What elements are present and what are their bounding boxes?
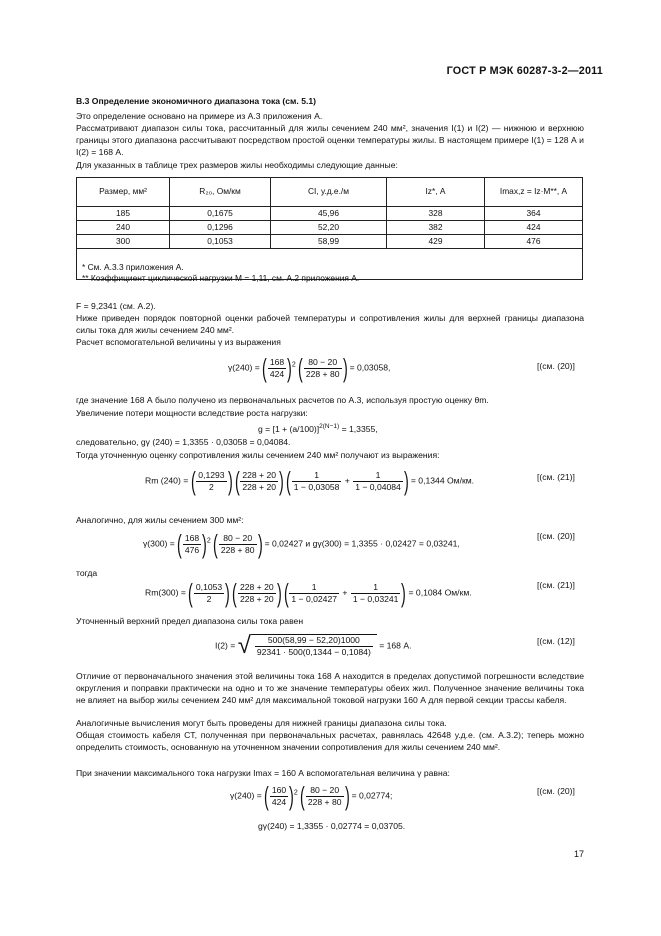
equation-gamma-240: γ(240) = ( $\frac{168}{424}$ )$^2$ ( $\frac{80 - 20}{228 + 80}$ ) = 0,03058, — [228, 353, 391, 383]
table-row — [77, 221, 583, 235]
paragraph: Рассматривают диапазон силы тока, рассчитанный для жилы сечением 240 мм², значения I(1) и I(2) — нижнюю и верхнюю границы этого диапазона рассчитывают посредством простой оценки температуры жилы. В настоящем примере I(1) = 128 А и I(2) = 168 А. — [76, 123, 584, 157]
paragraph: следовательно, gγ (240) = 1,3355 · 0,03058 = 0,04084. — [76, 437, 291, 447]
equation-i2: I(2) = √ $\frac{500(58,99 - 52,20)1000}{92341 \cdot 500(0,1344 - 0,1084)}$ = 168 А. — [215, 632, 412, 659]
paragraph: Это определение основано на примере из А.3 приложения А. — [76, 111, 323, 121]
equation-ref: [(см. (21)] — [537, 580, 575, 590]
paragraph: где значение 168 А было получено из первоначальных расчетов по А.3, используя простую оценку θm. — [76, 395, 489, 405]
table-header: Размер, мм² — [77, 178, 170, 207]
table-note: * См. А.3.3 приложения А. — [82, 262, 184, 272]
equation-g-gamma: gγ(240) = 1,3355 · 0,02774 = 0,03705. — [258, 821, 406, 831]
table-cell: 240 — [77, 221, 170, 235]
equation-rm-240: Rm (240) = ( $\frac{0,1293}{2}$ ) ( $\frac{228 + 20}{228 + 20}$ ) ( $\frac{1}{1 - 0,03058}$ + $\frac{1}{1 - 0,04084}$ ) = 0,1344 Ом/км. — [145, 466, 475, 496]
table-cell: 328 — [387, 207, 485, 221]
document-header: ГОСТ Р МЭК 60287-3-2—2011 — [446, 65, 603, 77]
paragraph: Аналогично, для жилы сечением 300 мм²: — [76, 515, 244, 525]
table-cell: 364 — [485, 207, 583, 221]
table-cell: 58,99 — [271, 235, 387, 249]
paragraph: При значении максимального тока нагрузки Imax = 160 А вспомогательная величина γ равна: — [76, 768, 450, 778]
paragraph: Уточненный верхний предел диапазона силы тока равен — [76, 616, 304, 626]
page-number: 17 — [574, 849, 585, 859]
equation-gamma-300: γ(300) = ( $\frac{168}{476}$ )$^2$ ( $\frac{80 - 20}{228 + 80}$ ) = 0,02427 и gγ(300) = 1,3355 · 0,02427 = 0,03241, — [143, 529, 460, 559]
table-cell: 0,1053 — [170, 235, 271, 249]
paragraph: Увеличение потери мощности вследствие роста нагрузки: — [76, 408, 308, 418]
paragraph: тогда — [76, 568, 98, 578]
table-note: ** Коэффициент циклической нагрузки M = 1,11, см. А.2 приложения А. — [82, 273, 360, 283]
paragraph: F = 9,2341 (см. А.2). — [76, 301, 156, 311]
equation-gamma-240-max: γ(240) = ( $\frac{160}{424}$ )$^2$ ( $\frac{80 - 20}{228 + 80}$ ) = 0,02774; — [230, 781, 393, 811]
table-cell: 185 — [77, 207, 170, 221]
paragraph: Тогда уточненную оценку сопротивления жилы сечением 240 мм² получают из выражения: — [76, 450, 440, 460]
table-cell: 429 — [387, 235, 485, 249]
paragraph: Общая стоимость кабеля CT, полученная при первоначальных расчетах, равнялась 42648 у.д.е. (см. А.3.2); теперь можно определить стоимость, основанную на уточненном значении сопротивления для жилы сечением 240 мм². — [76, 730, 584, 752]
table-cell: 45,96 — [271, 207, 387, 221]
equation-ref: [(см. (20)] — [537, 531, 575, 541]
table-header: R₂₀, Ом/км — [170, 178, 271, 207]
equation-ref: [(см. (21)] — [537, 472, 575, 482]
paragraph: Для указанных в таблице трех размеров жилы необходимы следующие данные: — [76, 160, 398, 170]
table-header: Imax,z = Iz·M**, А — [485, 178, 583, 207]
paragraph: Ниже приведен порядок повторной оценки рабочей температуры и сопротивления жилы для верхней границы диапазона силы тока для жилы сечением 240 мм². — [76, 313, 584, 335]
table-cell: 0,1296 — [170, 221, 271, 235]
equation-g: $g = [1 + (a/100)]^{2(N-1)} = 1,3355$, — [258, 423, 378, 434]
equation-ref: [(см. (12)] — [537, 636, 575, 646]
table-cell: 382 — [387, 221, 485, 235]
paragraph: Отличие от первоначального значения этой величины тока 168 А находится в пределах допустимой погрешности вследствие округления и поправки практически на одно и то же значение температуры обеих жил. Полученное значение величины тока не влияет на выбор жилы сечением 240 мм² для максимальной токовой нагрузки 160 А для первой секции трассы кабеля. — [76, 671, 584, 705]
table-header: CI, у.д.е./м — [271, 178, 387, 207]
paragraph: Расчет вспомогательной величины γ из выражения — [76, 337, 281, 347]
table-row — [77, 207, 583, 221]
table-cell: 0,1675 — [170, 207, 271, 221]
section-title: B.3 Определение экономичного диапазона тока (см. 5.1) — [76, 96, 316, 106]
table-cell: 424 — [485, 221, 583, 235]
table-row — [77, 235, 583, 249]
table-cell: 52,20 — [271, 221, 387, 235]
table-cell: 476 — [485, 235, 583, 249]
equation-ref: [(см. (20)] — [537, 361, 575, 371]
equation-rm-300: Rm(300) = ( $\frac{0,1053}{2}$ ) ( $\frac{228 + 20}{228 + 20}$ ) ( $\frac{1}{1 - 0,02427}$ + $\frac{1}{1 - 0,03241}$ ) = 0,1084 Ом/км. — [145, 578, 472, 608]
table-header: Iz*, А — [387, 178, 485, 207]
paragraph: Аналогичные вычисления могут быть проведены для нижней границы диапазона силы тока. — [76, 718, 447, 728]
equation-ref: [(см. (20)] — [537, 786, 575, 796]
table-cell: 300 — [77, 235, 170, 249]
